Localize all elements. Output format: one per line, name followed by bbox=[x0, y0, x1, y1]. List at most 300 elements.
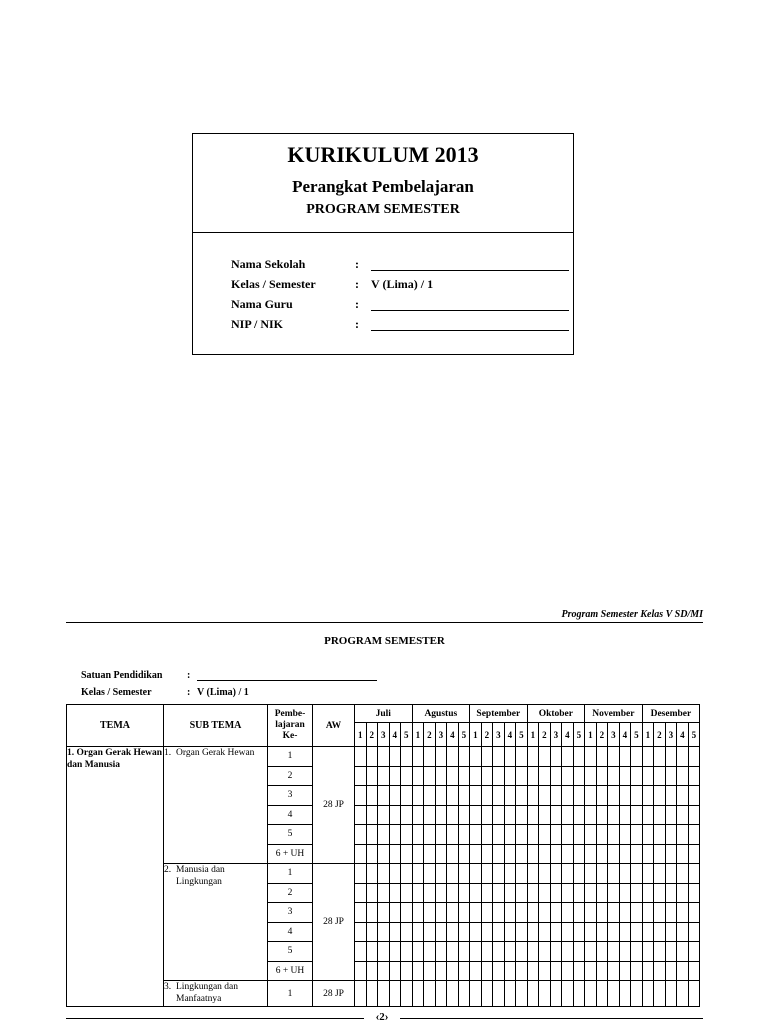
week-header: 5 bbox=[516, 723, 528, 747]
week-cell bbox=[619, 844, 631, 864]
week-header: 4 bbox=[504, 723, 516, 747]
week-cell bbox=[631, 942, 643, 962]
week-cell bbox=[562, 961, 574, 981]
week-cell bbox=[470, 961, 482, 981]
month-header: Desember bbox=[642, 705, 700, 723]
week-cell bbox=[550, 883, 562, 903]
week-cell bbox=[642, 805, 654, 825]
week-cell bbox=[608, 786, 620, 806]
week-header: 5 bbox=[631, 723, 643, 747]
week-cell bbox=[412, 747, 424, 767]
week-cell bbox=[573, 786, 585, 806]
week-cell bbox=[585, 805, 597, 825]
week-cell bbox=[550, 864, 562, 884]
week-cell bbox=[562, 883, 574, 903]
week-cell bbox=[458, 922, 470, 942]
week-cell bbox=[458, 786, 470, 806]
week-cell bbox=[412, 922, 424, 942]
page-number-left-bracket: ‹ bbox=[375, 1010, 380, 1024]
week-cell bbox=[619, 981, 631, 1007]
week-cell bbox=[527, 805, 539, 825]
week-cell bbox=[447, 922, 459, 942]
week-header: 4 bbox=[619, 723, 631, 747]
week-cell bbox=[619, 805, 631, 825]
week-cell bbox=[539, 786, 551, 806]
week-cell bbox=[458, 844, 470, 864]
week-cell bbox=[619, 961, 631, 981]
week-cell bbox=[504, 864, 516, 884]
week-cell bbox=[677, 805, 689, 825]
week-cell bbox=[389, 883, 401, 903]
week-cell bbox=[481, 961, 493, 981]
meta-colon: : bbox=[187, 670, 191, 681]
page-number-right-bracket: › bbox=[384, 1010, 389, 1024]
week-cell bbox=[688, 766, 700, 786]
week-cell bbox=[527, 766, 539, 786]
header-tema: TEMA bbox=[67, 705, 164, 747]
week-cell bbox=[389, 805, 401, 825]
field-colon: : bbox=[355, 277, 359, 291]
week-header: 2 bbox=[424, 723, 436, 747]
month-header: Juli bbox=[355, 705, 413, 723]
week-cell bbox=[562, 766, 574, 786]
week-cell bbox=[654, 903, 666, 923]
week-header: 3 bbox=[493, 723, 505, 747]
week-cell bbox=[366, 825, 378, 845]
week-cell bbox=[562, 747, 574, 767]
week-cell bbox=[366, 747, 378, 767]
week-cell bbox=[665, 805, 677, 825]
week-cell bbox=[608, 903, 620, 923]
week-cell bbox=[424, 805, 436, 825]
week-cell bbox=[631, 805, 643, 825]
week-cell bbox=[654, 786, 666, 806]
week-cell bbox=[596, 883, 608, 903]
week-cell bbox=[677, 981, 689, 1007]
week-cell bbox=[631, 825, 643, 845]
week-header: 1 bbox=[470, 723, 482, 747]
blank-line bbox=[371, 310, 569, 311]
week-cell bbox=[550, 805, 562, 825]
week-cell bbox=[654, 922, 666, 942]
week-cell bbox=[539, 844, 551, 864]
week-cell bbox=[527, 844, 539, 864]
meta-value: V (Lima) / 1 bbox=[197, 687, 249, 698]
week-cell bbox=[504, 981, 516, 1007]
week-header: 2 bbox=[654, 723, 666, 747]
week-cell bbox=[619, 786, 631, 806]
week-cell bbox=[550, 903, 562, 923]
week-cell bbox=[424, 883, 436, 903]
week-cell bbox=[481, 766, 493, 786]
week-cell bbox=[539, 961, 551, 981]
week-cell bbox=[470, 844, 482, 864]
week-cell bbox=[527, 981, 539, 1007]
week-cell bbox=[412, 766, 424, 786]
week-cell bbox=[550, 825, 562, 845]
week-cell bbox=[401, 747, 413, 767]
week-cell bbox=[493, 942, 505, 962]
cover-box bbox=[192, 133, 574, 355]
week-cell bbox=[424, 747, 436, 767]
week-cell bbox=[688, 844, 700, 864]
week-cell bbox=[493, 922, 505, 942]
week-cell bbox=[562, 825, 574, 845]
week-cell bbox=[596, 961, 608, 981]
week-cell bbox=[389, 903, 401, 923]
week-cell bbox=[677, 942, 689, 962]
week-header: 3 bbox=[608, 723, 620, 747]
week-cell bbox=[435, 903, 447, 923]
week-cell bbox=[366, 864, 378, 884]
week-header: 1 bbox=[642, 723, 654, 747]
week-cell bbox=[527, 747, 539, 767]
week-cell bbox=[562, 805, 574, 825]
week-cell bbox=[585, 922, 597, 942]
week-cell bbox=[424, 766, 436, 786]
week-cell bbox=[608, 766, 620, 786]
week-cell bbox=[596, 786, 608, 806]
week-cell bbox=[585, 747, 597, 767]
week-cell bbox=[435, 825, 447, 845]
week-cell bbox=[378, 883, 390, 903]
week-cell bbox=[688, 747, 700, 767]
week-cell bbox=[516, 747, 528, 767]
week-cell bbox=[481, 883, 493, 903]
week-cell bbox=[539, 805, 551, 825]
week-header: 1 bbox=[355, 723, 367, 747]
week-cell bbox=[389, 766, 401, 786]
week-cell bbox=[585, 786, 597, 806]
week-cell bbox=[654, 981, 666, 1007]
week-cell bbox=[424, 903, 436, 923]
week-cell bbox=[527, 922, 539, 942]
week-cell bbox=[573, 747, 585, 767]
week-cell bbox=[470, 825, 482, 845]
week-cell bbox=[435, 766, 447, 786]
week-header: 5 bbox=[688, 723, 700, 747]
week-cell bbox=[481, 805, 493, 825]
week-cell bbox=[504, 786, 516, 806]
week-cell bbox=[608, 981, 620, 1007]
week-cell bbox=[539, 825, 551, 845]
week-cell bbox=[481, 786, 493, 806]
week-cell bbox=[435, 961, 447, 981]
week-cell bbox=[527, 883, 539, 903]
week-cell bbox=[366, 844, 378, 864]
week-cell bbox=[596, 805, 608, 825]
week-cell bbox=[378, 864, 390, 884]
week-cell bbox=[665, 981, 677, 1007]
week-cell bbox=[424, 942, 436, 962]
week-cell bbox=[665, 766, 677, 786]
aw-cell: 28 JP bbox=[313, 864, 355, 981]
aw-cell: 28 JP bbox=[313, 747, 355, 864]
week-cell bbox=[481, 981, 493, 1007]
week-cell bbox=[619, 883, 631, 903]
week-cell bbox=[631, 981, 643, 1007]
week-cell bbox=[424, 825, 436, 845]
week-cell bbox=[389, 942, 401, 962]
week-cell bbox=[516, 825, 528, 845]
week-cell bbox=[493, 786, 505, 806]
week-cell bbox=[654, 864, 666, 884]
blank-line bbox=[371, 270, 569, 271]
sub-tema-number: 2. bbox=[164, 865, 172, 876]
week-cell bbox=[470, 981, 482, 1007]
week-cell bbox=[389, 864, 401, 884]
week-cell bbox=[435, 844, 447, 864]
week-cell bbox=[550, 922, 562, 942]
week-cell bbox=[642, 825, 654, 845]
week-cell bbox=[608, 942, 620, 962]
week-cell bbox=[366, 883, 378, 903]
field-kelas-semester bbox=[231, 277, 571, 297]
week-cell bbox=[493, 766, 505, 786]
week-cell bbox=[435, 786, 447, 806]
week-cell bbox=[366, 766, 378, 786]
pembelajaran-cell: 1 bbox=[268, 747, 313, 767]
sub-tema-number: 1. bbox=[164, 748, 172, 758]
week-cell bbox=[355, 864, 367, 884]
week-cell bbox=[470, 903, 482, 923]
week-cell bbox=[642, 747, 654, 767]
week-header: 2 bbox=[366, 723, 378, 747]
week-cell bbox=[596, 825, 608, 845]
week-cell bbox=[378, 981, 390, 1007]
week-cell bbox=[389, 922, 401, 942]
week-cell bbox=[493, 883, 505, 903]
meta-label: Kelas / Semester bbox=[81, 687, 152, 698]
week-cell bbox=[585, 981, 597, 1007]
week-cell bbox=[470, 883, 482, 903]
week-cell bbox=[665, 786, 677, 806]
week-cell bbox=[654, 883, 666, 903]
week-cell bbox=[458, 805, 470, 825]
week-header: 3 bbox=[378, 723, 390, 747]
week-cell bbox=[619, 825, 631, 845]
week-cell bbox=[562, 844, 574, 864]
sub-tema-number: 3. bbox=[164, 982, 172, 993]
week-cell bbox=[677, 961, 689, 981]
cover-title: KURIKULUM 2013 bbox=[287, 142, 479, 167]
week-cell bbox=[355, 942, 367, 962]
week-cell bbox=[504, 844, 516, 864]
week-cell bbox=[573, 922, 585, 942]
week-cell bbox=[401, 844, 413, 864]
week-cell bbox=[435, 883, 447, 903]
week-cell bbox=[527, 786, 539, 806]
week-cell bbox=[596, 903, 608, 923]
week-header: 4 bbox=[447, 723, 459, 747]
week-cell bbox=[665, 883, 677, 903]
week-cell bbox=[631, 864, 643, 884]
week-cell bbox=[539, 766, 551, 786]
week-cell bbox=[378, 922, 390, 942]
week-cell bbox=[677, 903, 689, 923]
pembelajaran-cell: 4 bbox=[268, 922, 313, 942]
pembelajaran-cell: 3 bbox=[268, 786, 313, 806]
week-cell bbox=[412, 961, 424, 981]
week-header: 2 bbox=[596, 723, 608, 747]
week-cell bbox=[619, 903, 631, 923]
pembelajaran-cell: 2 bbox=[268, 883, 313, 903]
week-cell bbox=[654, 844, 666, 864]
week-cell bbox=[447, 961, 459, 981]
blank-line bbox=[371, 330, 569, 331]
week-cell bbox=[573, 864, 585, 884]
week-cell bbox=[424, 961, 436, 981]
week-cell bbox=[401, 922, 413, 942]
pembelajaran-cell: 6 + UH bbox=[268, 844, 313, 864]
week-cell bbox=[435, 922, 447, 942]
week-cell bbox=[493, 805, 505, 825]
page-number bbox=[364, 1010, 400, 1025]
week-cell bbox=[412, 825, 424, 845]
week-cell bbox=[378, 825, 390, 845]
week-cell bbox=[504, 883, 516, 903]
pembelajaran-cell: 3 bbox=[268, 903, 313, 923]
field-nama-guru bbox=[231, 297, 571, 317]
week-header: 3 bbox=[435, 723, 447, 747]
week-cell bbox=[504, 903, 516, 923]
week-cell bbox=[677, 766, 689, 786]
week-cell bbox=[608, 864, 620, 884]
week-cell bbox=[401, 805, 413, 825]
week-header: 3 bbox=[550, 723, 562, 747]
week-cell bbox=[447, 805, 459, 825]
week-cell bbox=[389, 981, 401, 1007]
week-cell bbox=[412, 903, 424, 923]
week-cell bbox=[504, 747, 516, 767]
week-cell bbox=[688, 883, 700, 903]
week-cell bbox=[642, 981, 654, 1007]
week-cell bbox=[355, 786, 367, 806]
week-header: 5 bbox=[458, 723, 470, 747]
program-semester-table bbox=[66, 704, 700, 1007]
week-cell bbox=[389, 825, 401, 845]
week-cell bbox=[412, 786, 424, 806]
week-cell bbox=[516, 903, 528, 923]
week-cell bbox=[619, 922, 631, 942]
week-cell bbox=[527, 864, 539, 884]
month-header: Agustus bbox=[412, 705, 470, 723]
week-header: 5 bbox=[573, 723, 585, 747]
week-cell bbox=[550, 766, 562, 786]
week-cell bbox=[435, 805, 447, 825]
week-cell bbox=[412, 864, 424, 884]
week-cell bbox=[458, 981, 470, 1007]
week-cell bbox=[366, 922, 378, 942]
week-cell bbox=[516, 766, 528, 786]
cover-program: PROGRAM SEMESTER bbox=[306, 202, 460, 217]
week-cell bbox=[596, 766, 608, 786]
week-cell bbox=[516, 864, 528, 884]
pembelajaran-cell: 5 bbox=[268, 825, 313, 845]
week-cell bbox=[516, 981, 528, 1007]
week-cell bbox=[447, 903, 459, 923]
week-cell bbox=[608, 844, 620, 864]
week-cell bbox=[539, 864, 551, 884]
week-cell bbox=[516, 805, 528, 825]
week-cell bbox=[401, 903, 413, 923]
week-cell bbox=[366, 903, 378, 923]
week-cell bbox=[516, 844, 528, 864]
week-cell bbox=[688, 786, 700, 806]
week-cell bbox=[504, 942, 516, 962]
week-cell bbox=[527, 903, 539, 923]
week-cell bbox=[688, 903, 700, 923]
week-cell bbox=[688, 922, 700, 942]
week-cell bbox=[447, 766, 459, 786]
week-cell bbox=[585, 844, 597, 864]
week-cell bbox=[458, 961, 470, 981]
week-cell bbox=[688, 961, 700, 981]
week-cell bbox=[458, 883, 470, 903]
week-cell bbox=[631, 883, 643, 903]
week-cell bbox=[412, 942, 424, 962]
field-label: Kelas / Semester bbox=[231, 277, 316, 291]
week-cell bbox=[573, 844, 585, 864]
week-cell bbox=[447, 844, 459, 864]
week-cell bbox=[378, 805, 390, 825]
week-cell bbox=[378, 786, 390, 806]
pembelajaran-cell: 2 bbox=[268, 766, 313, 786]
week-cell bbox=[493, 747, 505, 767]
week-cell bbox=[677, 844, 689, 864]
week-cell bbox=[458, 864, 470, 884]
cover-subtitle: Perangkat Pembelajaran bbox=[292, 177, 474, 196]
meta-kelas-semester bbox=[81, 687, 401, 699]
week-cell bbox=[654, 747, 666, 767]
week-cell bbox=[596, 844, 608, 864]
week-cell bbox=[550, 844, 562, 864]
week-cell bbox=[389, 844, 401, 864]
week-cell bbox=[550, 942, 562, 962]
week-cell bbox=[458, 747, 470, 767]
week-cell bbox=[642, 961, 654, 981]
week-cell bbox=[435, 981, 447, 1007]
week-cell bbox=[527, 825, 539, 845]
week-cell bbox=[378, 903, 390, 923]
week-cell bbox=[355, 805, 367, 825]
week-cell bbox=[562, 981, 574, 1007]
week-cell bbox=[562, 864, 574, 884]
week-cell bbox=[389, 961, 401, 981]
week-cell bbox=[366, 786, 378, 806]
week-cell bbox=[355, 747, 367, 767]
week-cell bbox=[366, 942, 378, 962]
meta-label: Satuan Pendidikan bbox=[81, 670, 163, 681]
week-cell bbox=[585, 864, 597, 884]
sub-tema-label: Organ Gerak Hewan bbox=[176, 748, 255, 758]
week-cell bbox=[562, 922, 574, 942]
week-cell bbox=[447, 786, 459, 806]
week-cell bbox=[470, 786, 482, 806]
week-cell bbox=[481, 825, 493, 845]
week-cell bbox=[631, 747, 643, 767]
page-number-value: 2 bbox=[379, 1011, 385, 1023]
week-cell bbox=[631, 844, 643, 864]
week-cell bbox=[539, 883, 551, 903]
week-cell bbox=[355, 981, 367, 1007]
week-cell bbox=[378, 942, 390, 962]
week-cell bbox=[527, 961, 539, 981]
week-header: 2 bbox=[539, 723, 551, 747]
tema-cell: 1. Organ Gerak Hewan dan Manusia bbox=[67, 747, 164, 1007]
week-cell bbox=[516, 786, 528, 806]
week-cell bbox=[435, 942, 447, 962]
